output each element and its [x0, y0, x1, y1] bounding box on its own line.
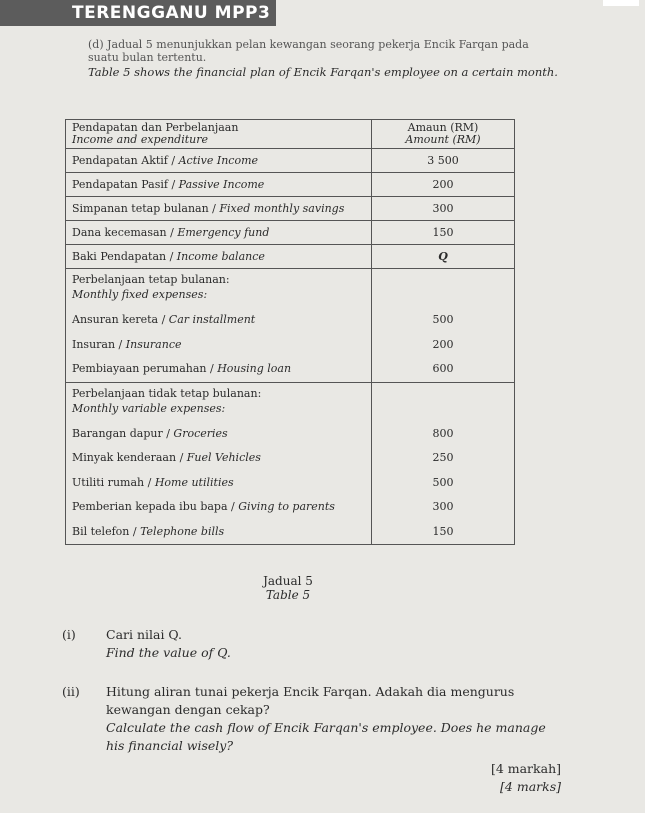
header-amount-english: Amount (RM) — [405, 133, 481, 146]
intro-malay-text: Jadual 5 menunjukkan pelan kewangan seorang pekerja Encik Farqan pada suatu bulan tertentu. — [88, 38, 529, 64]
row-label-english: Income balance — [176, 250, 265, 263]
question-english: Calculate the cash flow of Encik Farqan's employee. Does he manage his financial wisely? — [106, 720, 546, 753]
marks-malay: [4 markah] — [490, 761, 561, 776]
row-label: Pendapatan Pasif / Passive Income — [66, 173, 372, 197]
row-amount: 300 — [372, 197, 515, 221]
fixed-expenses-labels — [66, 269, 372, 383]
amount-spacer — [372, 383, 514, 422]
row-amount: 150 — [372, 221, 515, 245]
table-caption — [258, 574, 318, 602]
item-english: Housing loan — [217, 362, 292, 375]
list-item: Barangan dapur / Groceries — [72, 426, 228, 440]
item-english: Car installment — [168, 313, 256, 326]
variable-expenses-labels — [66, 382, 372, 545]
list-item: Insuran / Insurance — [72, 337, 182, 351]
intro-malay — [88, 38, 558, 64]
item-malay: Barangan dapur — [72, 426, 163, 440]
item-malay: Insuran — [72, 337, 116, 351]
item-english: Groceries — [173, 426, 228, 440]
question-ii — [106, 683, 568, 755]
header-item-cell — [66, 120, 372, 149]
item-malay: Pemberian kepada ibu bapa — [72, 500, 228, 513]
item-english: Home utilities — [154, 475, 234, 489]
list-item: Minyak kenderaan / Fuel Vehicles — [72, 451, 261, 464]
row-label-english: Active Income — [178, 154, 259, 167]
item-amount: 300 — [432, 500, 454, 513]
item-amount: 200 — [432, 337, 454, 351]
variable-heading-malay: Perbelanjaan tidak tetap bulanan: — [72, 386, 262, 400]
marks-label — [491, 760, 561, 796]
fixed-expenses-heading — [66, 269, 371, 308]
header-item-english: Income and expenditure — [72, 133, 209, 146]
item-amount: 600 — [432, 362, 454, 375]
row-label: Pendapatan Aktif / Active Income — [66, 149, 372, 173]
financial-plan-table — [65, 119, 515, 545]
row-label-english: Passive Income — [178, 178, 265, 191]
caption-malay: Jadual 5 — [263, 574, 313, 588]
table-row — [66, 245, 515, 269]
marks-english: [4 marks] — [500, 779, 561, 794]
item-malay: Utiliti rumah — [72, 475, 145, 489]
item-amount: 250 — [432, 451, 454, 464]
row-label-malay: Simpanan tetap bulanan — [72, 202, 209, 215]
list-item: Pemberian kepada ibu bapa / Giving to parents — [72, 500, 335, 513]
list-item: Utiliti rumah / Home utilities — [72, 475, 234, 489]
amount-spacer — [372, 269, 514, 308]
row-amount: 3 500 — [372, 149, 515, 173]
row-label-malay: Baki Pendapatan — [72, 250, 167, 263]
intro-english: Table 5 shows the financial plan of Encik Farqan's employee on a certain month. — [88, 65, 558, 79]
item-amount: 150 — [432, 524, 454, 538]
list-item: Pembiayaan perumahan / Housing loan — [72, 362, 292, 375]
question-i — [106, 626, 546, 662]
item-english: Insurance — [125, 337, 182, 351]
item-english: Giving to parents — [238, 500, 335, 513]
row-label: Dana kecemasan / Emergency fund — [66, 221, 372, 245]
fixed-expenses-amounts — [372, 269, 515, 383]
item-amount: 500 — [432, 313, 454, 326]
table-row — [66, 221, 515, 245]
row-amount-unknown-q: Q — [372, 245, 515, 269]
question-number: (ii) — [62, 684, 80, 699]
row-label-malay: Pendapatan Pasif — [72, 178, 168, 191]
table-header-row — [66, 120, 515, 149]
item-malay: Pembiayaan perumahan — [72, 362, 207, 375]
row-label-english: Fixed monthly savings — [219, 202, 345, 215]
item-malay: Ansuran kereta — [72, 313, 159, 326]
fixed-expenses-block — [66, 269, 515, 383]
question-intro — [88, 38, 558, 79]
row-amount: 200 — [372, 173, 515, 197]
item-amount: 500 — [432, 475, 454, 489]
row-label: Baki Pendapatan / Income balance — [66, 245, 372, 269]
question-malay: Cari nilai Q. — [106, 627, 183, 642]
header-amount-cell — [372, 120, 515, 149]
question-number: (i) — [62, 627, 76, 642]
list-item: Ansuran kereta / Car installment — [72, 313, 256, 326]
item-english: Telephone bills — [140, 524, 225, 538]
row-label-malay: Dana kecemasan — [72, 226, 167, 239]
header-amount-malay: Amaun (RM) — [407, 121, 479, 134]
variable-expenses-block — [66, 382, 515, 545]
item-english: Fuel Vehicles — [186, 451, 261, 464]
question-malay: Hitung aliran tunai pekerja Encik Farqan. Adakah dia mengurus kewangan dengan cekap? — [106, 684, 515, 717]
list-item: Bil telefon / Telephone bills — [72, 524, 225, 538]
row-label: Simpanan tetap bulanan / Fixed monthly savings — [66, 197, 372, 221]
row-label-english: Emergency fund — [177, 226, 270, 239]
item-amount: 800 — [432, 426, 454, 440]
table-row — [66, 197, 515, 221]
caption-english: Table 5 — [265, 588, 311, 602]
variable-expenses-amounts — [372, 382, 515, 545]
fixed-heading-malay: Perbelanjaan tetap bulanan: — [72, 273, 230, 286]
part-label: (d) — [88, 38, 104, 51]
table-row — [66, 173, 515, 197]
question-english: Find the value of Q. — [106, 645, 231, 660]
item-malay: Minyak kenderaan — [72, 451, 177, 464]
header-item-malay: Pendapatan dan Perbelanjaan — [72, 121, 239, 134]
variable-heading-english: Monthly variable expenses: — [72, 401, 226, 415]
row-label-malay: Pendapatan Aktif — [72, 154, 168, 167]
corner-mark — [603, 0, 639, 6]
table-row — [66, 149, 515, 173]
item-malay: Bil telefon — [72, 524, 130, 538]
variable-expenses-heading — [66, 383, 371, 422]
source-banner: TERENGGANU MPP3 — [0, 0, 276, 26]
fixed-heading-english: Monthly fixed expenses: — [72, 288, 208, 301]
